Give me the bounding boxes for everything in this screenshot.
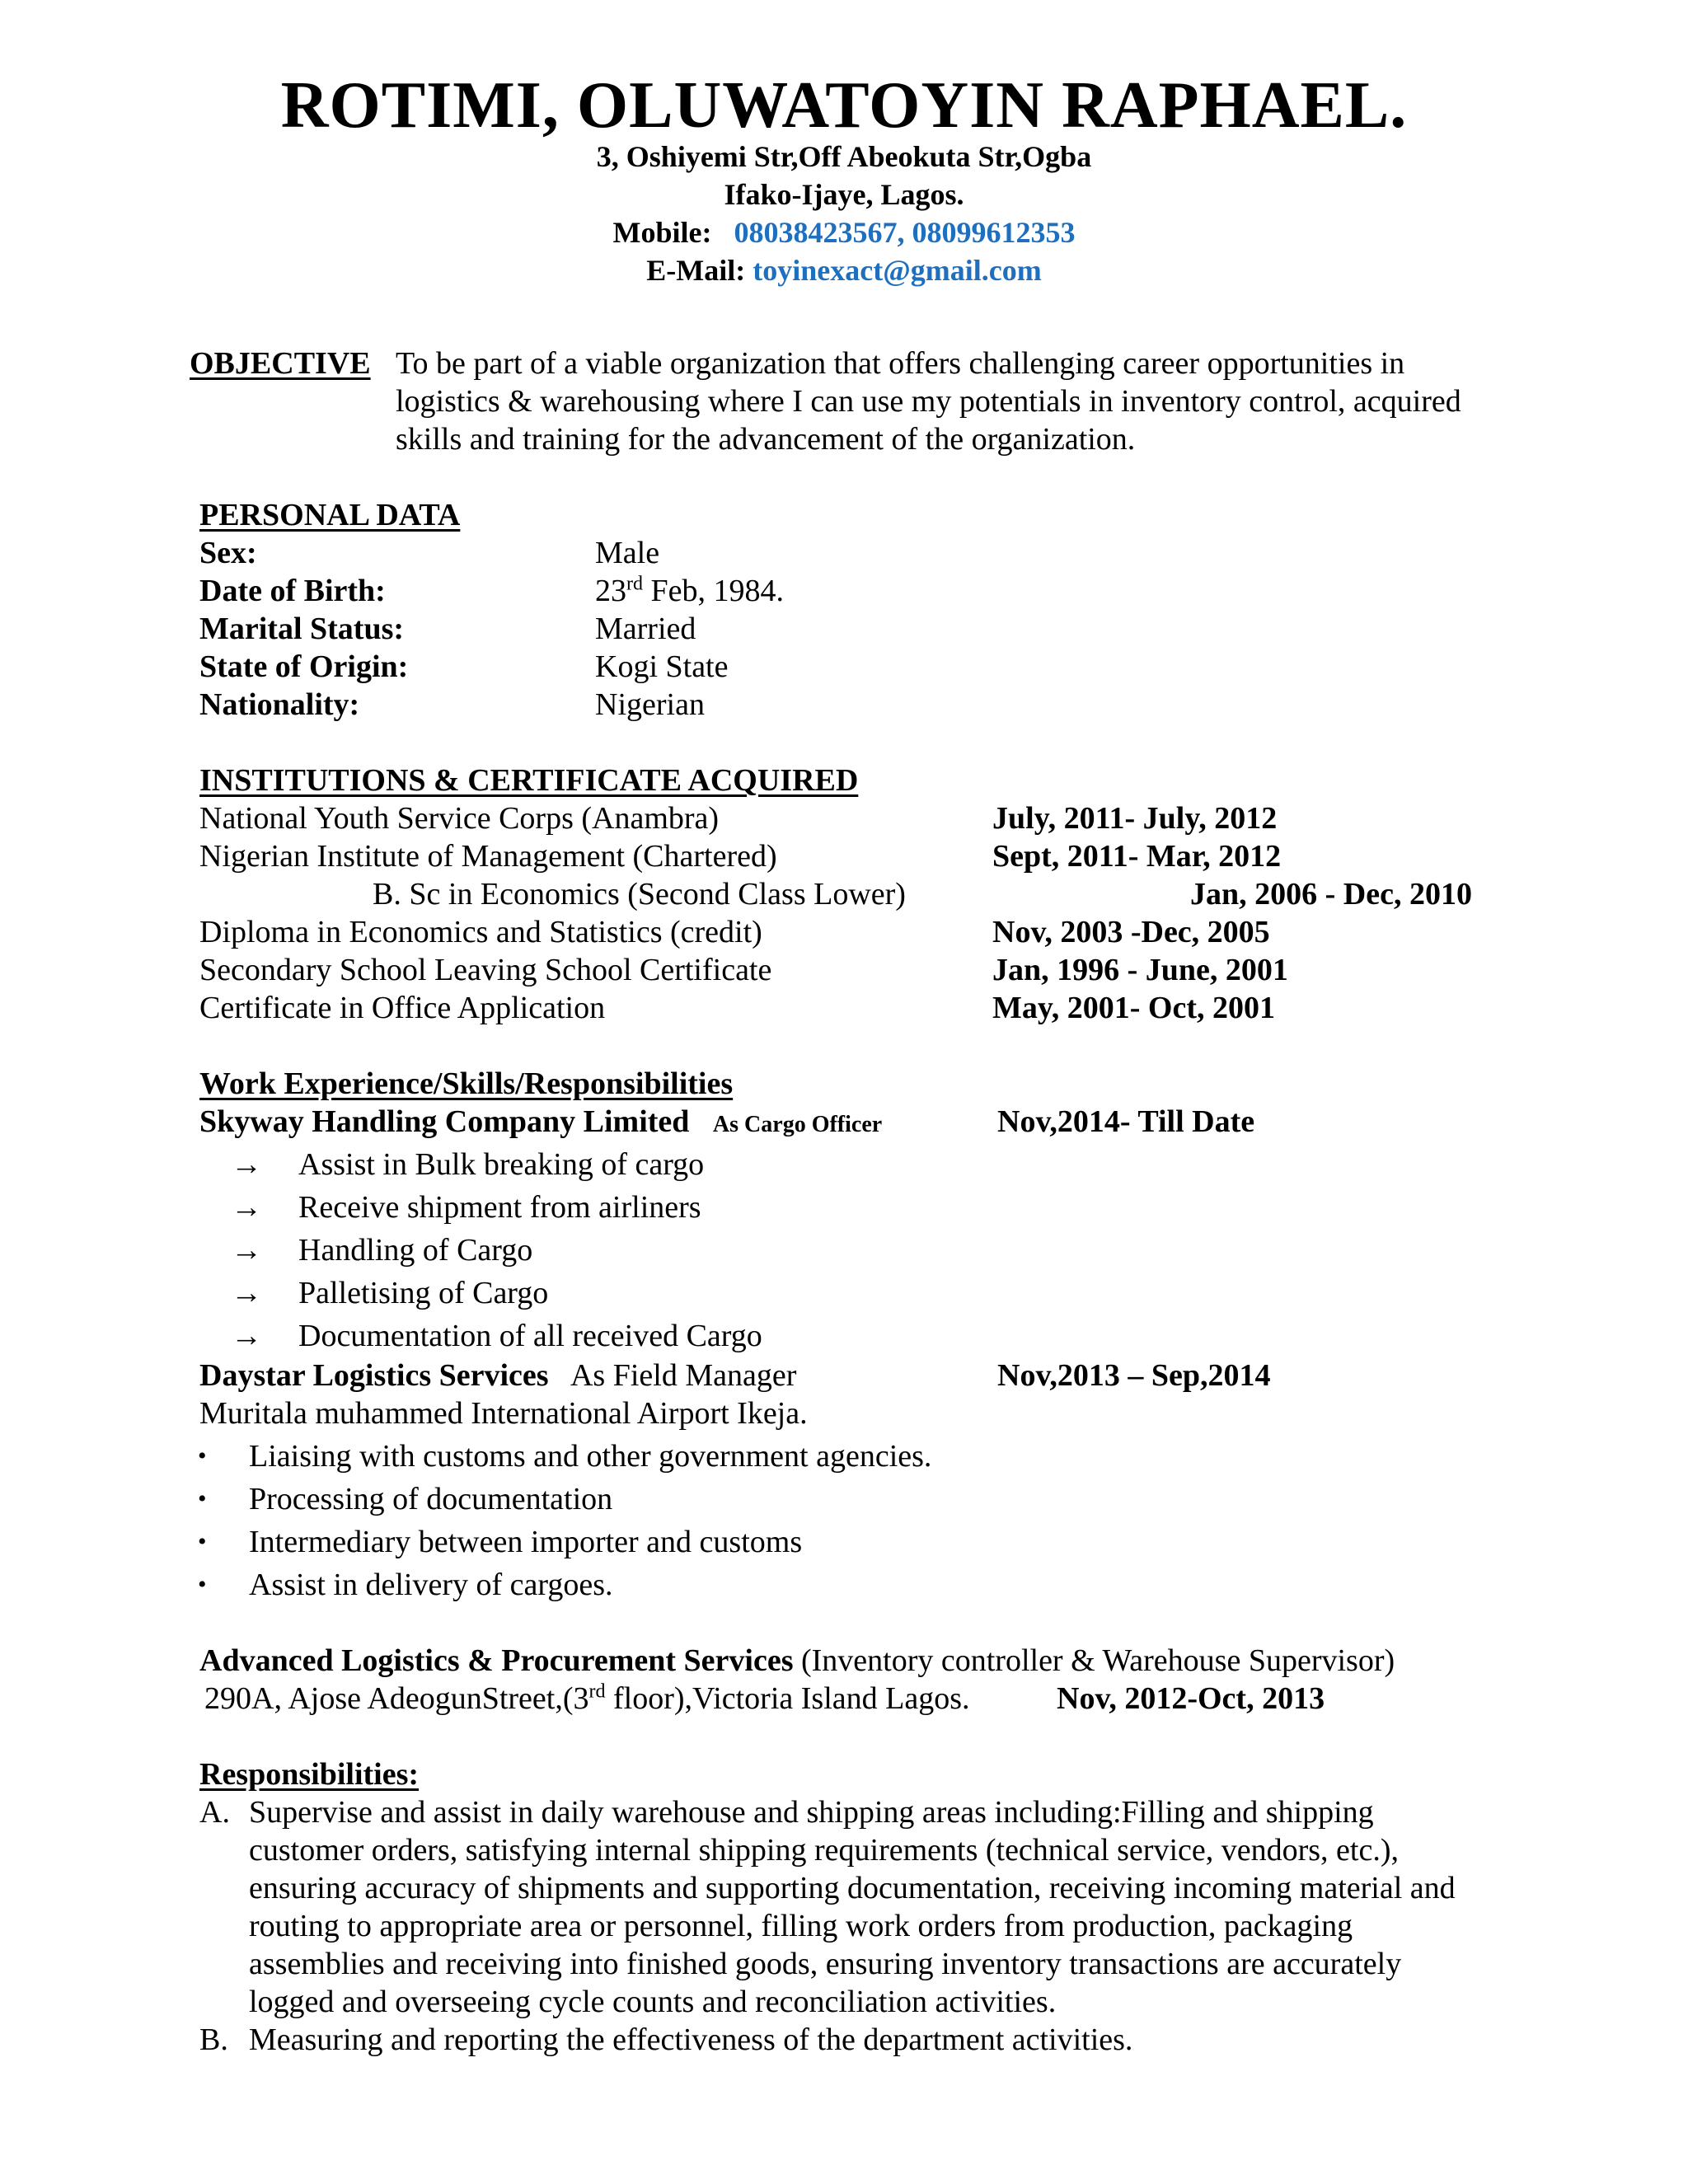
dob-label: Date of Birth: xyxy=(199,574,386,608)
email-line xyxy=(0,252,1688,288)
arrow-icon: → xyxy=(231,1190,262,1225)
company-name: Skyway Handling Company Limited xyxy=(199,1104,690,1139)
objective-text: To be part of a viable organization that offers challenging career opportunities in logistics & warehousing where I can use my potentials in inventory control, acquired skills and training for the advancement of the organization. xyxy=(396,346,1461,457)
institution-name: National Youth Service Corps (Anambra) xyxy=(199,801,720,836)
institution-name: Certificate in Office Application xyxy=(199,991,606,1025)
marital-value: Married xyxy=(595,612,696,646)
list-marker: B. xyxy=(199,2022,228,2057)
duty-item: Receive shipment from airliners xyxy=(298,1190,701,1225)
nationality-value: Nigerian xyxy=(595,687,705,722)
sex-value: Male xyxy=(595,536,660,570)
origin-value: Kogi State xyxy=(595,649,729,684)
arrow-icon: → xyxy=(231,1319,262,1353)
arrow-icon: → xyxy=(231,1233,262,1268)
institution-name: Secondary School Leaving School Certificate xyxy=(199,953,772,987)
bullet-icon: • xyxy=(198,1485,207,1512)
duty-item: Liaising with customs and other government agencies. xyxy=(249,1439,932,1474)
institution-name: Nigerian Institute of Management (Chartered) xyxy=(199,839,777,874)
marital-label: Marital Status: xyxy=(199,612,405,646)
company-name: Daystar Logistics Services xyxy=(199,1358,549,1393)
email-label: E-Mail: xyxy=(646,254,746,287)
address-line-1: 3, Oshiyemi Str,Off Abeokuta Str,Ogba xyxy=(596,140,1092,173)
mobile-label: Mobile: xyxy=(612,216,712,249)
address-start: 290A, Ajose AdeogunStreet,(3 xyxy=(204,1681,589,1716)
institution-name: Diploma in Economics and Statistics (credit) xyxy=(199,915,762,949)
mobile-line xyxy=(0,214,1688,251)
work-experience-heading: Work Experience/Skills/Responsibilities xyxy=(199,1066,734,1101)
duty-item: Assist in Bulk breaking of cargo xyxy=(298,1147,705,1182)
duty-item: Intermediary between importer and customs xyxy=(249,1525,803,1559)
institutions-heading: INSTITUTIONS & CERTIFICATE ACQUIRED xyxy=(199,763,859,798)
email-link[interactable]: toyinexact@gmail.com xyxy=(753,254,1042,287)
company-name: Advanced Logistics & Procurement Services xyxy=(199,1643,794,1678)
job-role: As Field Manager xyxy=(570,1358,797,1393)
mobile-value: 08038423567, 08099612353 xyxy=(734,216,1076,249)
job-skyway-title xyxy=(199,1103,882,1144)
bullet-icon: • xyxy=(198,1571,207,1598)
personal-data-heading: PERSONAL DATA xyxy=(199,498,461,532)
sex-label: Sex: xyxy=(199,536,257,570)
address-line-2: Ifako-Ijaye, Lagos. xyxy=(724,178,964,211)
institution-date: Jan, 1996 - June, 2001 xyxy=(992,953,1288,987)
responsibilities-heading: Responsibilities: xyxy=(199,1757,420,1792)
responsibility-item: Measuring and reporting the effectiveness of the department activities. xyxy=(249,2022,1133,2057)
job-dates: Nov, 2012-Oct, 2013 xyxy=(1057,1681,1325,1716)
institution-name: B. Sc in Economics (Second Class Lower) xyxy=(373,877,906,912)
institution-date: Nov, 2003 -Dec, 2005 xyxy=(992,915,1270,949)
dob-suffix: rd xyxy=(626,573,643,595)
job-daystar-title xyxy=(199,1357,796,1394)
objective-heading: OBJECTIVE xyxy=(190,346,371,381)
address-end: floor),Victoria Island Lagos. xyxy=(605,1681,970,1716)
address-suffix: rd xyxy=(588,1680,606,1703)
institution-date: May, 2001- Oct, 2001 xyxy=(992,991,1276,1025)
job-role: As Cargo Officer xyxy=(712,1112,883,1137)
duty-item: Handling of Cargo xyxy=(298,1233,533,1268)
job-dates: Nov,2013 – Sep,2014 xyxy=(997,1358,1271,1393)
duty-item: Processing of documentation xyxy=(249,1482,613,1516)
duty-item: Palletising of Cargo xyxy=(298,1276,549,1310)
dob-day: 23 xyxy=(595,574,626,608)
job-role: (Inventory controller & Warehouse Supervisor) xyxy=(800,1643,1395,1678)
responsibility-item: Supervise and assist in daily warehouse and shipping areas including:Filling and shipping customer orders, satisfying internal shipping requirements (technical service, vendors, etc.), ensuring accuracy of shipments and supporting documentation, receiving incoming material and routing to appropriate area or personnel, filling work orders from production, packaging assemblies and receiving into finished goods, ensuring inventory transactions are accurately logged and overseeing cycle counts and reconciliation activities. xyxy=(249,1795,1456,2019)
list-marker: A. xyxy=(199,1795,230,1830)
job-address xyxy=(204,1680,970,1718)
nationality-label: Nationality: xyxy=(199,687,360,722)
institution-date: July, 2011- July, 2012 xyxy=(992,801,1278,836)
duty-item: Assist in delivery of cargoes. xyxy=(249,1568,613,1602)
institution-date: Jan, 2006 - Dec, 2010 xyxy=(1190,877,1472,912)
dob-rest: Feb, 1984. xyxy=(643,574,784,608)
bullet-icon: • xyxy=(198,1442,207,1469)
bullet-icon: • xyxy=(198,1528,207,1555)
candidate-name: ROTIMI, OLUWATOYIN RAPHAEL. xyxy=(280,69,1408,142)
institution-date: Sept, 2011- Mar, 2012 xyxy=(992,839,1282,874)
arrow-icon: → xyxy=(231,1147,262,1182)
job-location: Muritala muhammed International Airport Ikeja. xyxy=(199,1396,808,1431)
duty-item: Documentation of all received Cargo xyxy=(298,1319,762,1353)
origin-label: State of Origin: xyxy=(199,649,409,684)
job-dates: Nov,2014- Till Date xyxy=(997,1104,1255,1139)
arrow-icon: → xyxy=(231,1276,262,1310)
job-advanced-title xyxy=(199,1642,1395,1680)
dob-value xyxy=(595,572,784,610)
